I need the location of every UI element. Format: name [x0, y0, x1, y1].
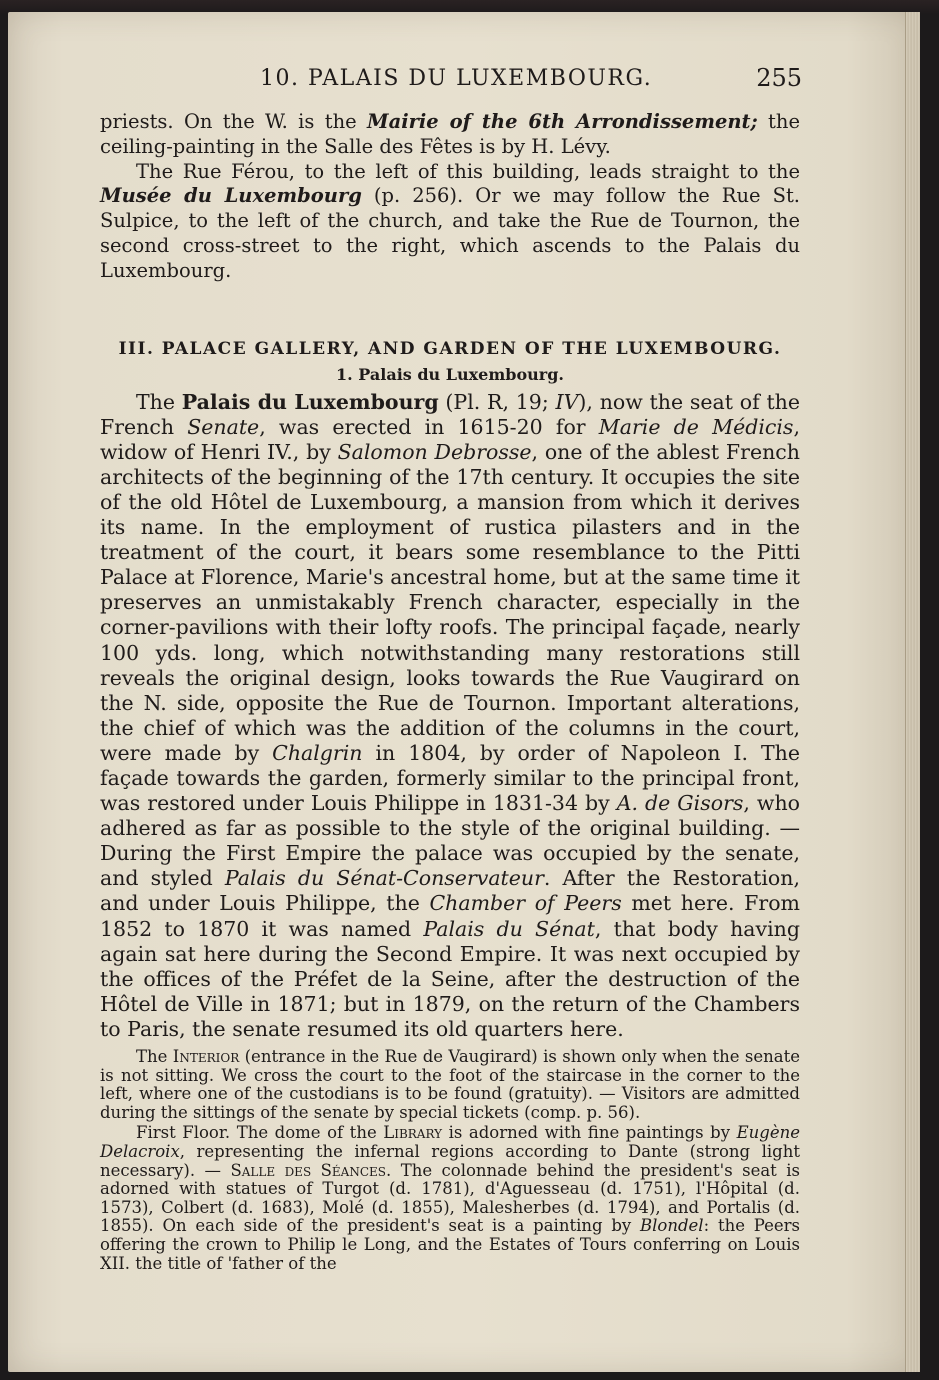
section-title: III. PALACE GALLERY, AND GARDEN OF THE LUXEMBOURG. — [118, 338, 782, 359]
page-number: 255 — [756, 64, 802, 92]
page-content — [100, 60, 800, 1273]
page-fore-edge — [905, 12, 920, 1372]
section-subtitle: 1. Palais du Luxembourg. — [336, 364, 564, 384]
running-head-title: 10. PALAIS DU LUXEMBOURG. — [260, 66, 653, 91]
note-interior: The Interior (entrance in the Rue de Vaugirard) is shown only when the senate is not sitting. We cross the court to the foot of the staircase in the corner to the left, where one of the custodians is to be found (gratuity). — Visitors are admitted during the sittings of the senate by special tickets (comp. p. 56). — [100, 1047, 800, 1122]
intro-paragraph-1: priests. On the W. is the Mairie of the 6th Arrondissement; the ceiling-painting in the Salle des Fêtes is by H. Lévy. — [100, 110, 800, 158]
note-first-floor: First Floor. The dome of the Library is adorned with fine paintings by Eugène Delacroix, representing the infernal regions according to Dante (strong light necessary). — Salle des Séances. The colonnade behind the president's seat is adorned with statues of Turgot (d. 1781), d'Aguesseau (d. 1751), l'Hôpital (d. 1573), Colbert (d. 1683), Molé (d. 1855), Malesherbes (d. 1794), and Portalis (d. 1855). On each side of the president's seat is a painting by Blondel: the Peers offering the crown to Philip le Long, and the Estates of Tours conferring on Louis XII. the title of 'father of the — [100, 1123, 800, 1273]
running-head — [100, 60, 800, 100]
main-paragraph: The Palais du Luxembourg (Pl. R, 19; IV), now the seat of the French Senate, was erected in 1615-20 for Marie de Médicis, widow of Henri IV., by Salomon Debrosse, one of the ablest French architects of the beginning of the 17th century. It occupies the site of the old Hôtel de Luxembourg, a mansion from which it derives its name. In the employment of rustica pilasters and in the treatment of the court, it bears some resemblance to the Pitti Palace at Florence, Marie's ancestral home, but at the same time it preserves an unmistakably French character, especially in the corner-pavilions with their lofty roofs. The principal façade, nearly 100 yds. long, which notwithstanding many restorations still reveals the original design, looks towards the Rue Vaugirard on the N. side, opposite the Rue de Tournon. Important alterations, the chief of which was the addition of the columns in the court, were made by Chalgrin in 1804, by order of Napoleon I. The façade towards the garden, formerly similar to the principal front, was restored under Louis Philippe in 1831-34 by A. de Gisors, who adhered as far as possible to the style of the original building. — During the First Empire the palace was occupied by the senate, and styled Palais du Sénat-Conservateur. After the Restoration, and under Louis Philippe, the Chamber of Peers met here. From 1852 to 1870 it was named Palais du Sénat, that body having again sat here during the Second Empire. It was next occupied by the offices of the Préfet de la Seine, after the destruction of the Hôtel de Ville in 1871; but in 1879, on the return of the Chambers to Paris, the senate resumed its old quarters here. — [100, 389, 801, 1041]
intro-paragraph-2: The Rue Férou, to the left of this building, leads straight to the Musée du Luxembourg (p. 256). Or we may follow the Rue St. Sulpice, to the left of the church, and take the Rue de Tournon, the second cross-street to the right, which ascends to the Palais du Luxembourg. — [100, 159, 800, 282]
book-page — [8, 12, 920, 1372]
